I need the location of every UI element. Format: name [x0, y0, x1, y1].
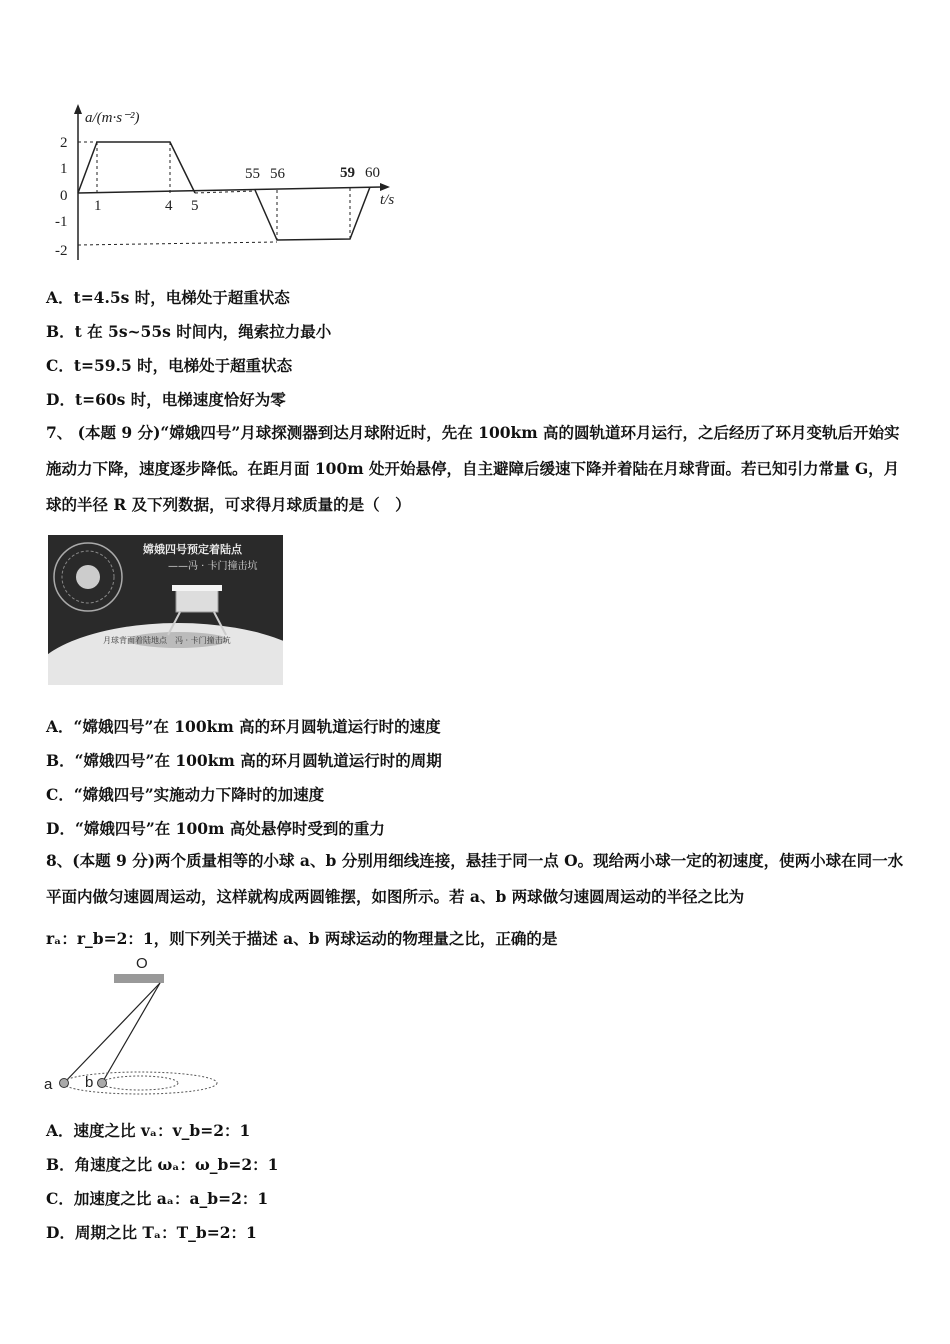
option-text: 速度之比 vₐ：v_b=2：1 [73, 1121, 251, 1140]
q8-option-c[interactable] [46, 1187, 268, 1209]
q8-stem: 8、(本题 9 分)两个质量相等的小球 a、b 分别用细线连接，悬挂于同一点 O。现给两小球一定的初速度，使两小球在同一水平面内做匀速圆周运动，这样就构成两圆锥摆，如图所示。若 a、b 两球做匀速圆周运动的半径之比为 [46, 851, 904, 906]
option-text: “嫦娥四号”在 100km 高的环月圆轨道运行时的速度 [73, 717, 441, 736]
q6-option-c[interactable] [46, 354, 292, 376]
option-text: 角速度之比 ωₐ：ω_b=2：1 [74, 1155, 279, 1174]
q7-option-a[interactable] [46, 715, 441, 737]
x-tick: 1 [94, 198, 102, 214]
q6-option-a[interactable] [46, 286, 290, 308]
x-axis-label: t/s [380, 192, 395, 208]
option-letter: B． [46, 322, 75, 341]
option-text: 加速度之比 aₐ：a_b=2：1 [73, 1189, 269, 1208]
q8-stem-ratio: rₐ：r_b=2：1，则下列关于描述 a、b 两球运动的物理量之比，正确的是 [46, 929, 558, 948]
option-letter: A． [46, 717, 74, 736]
option-text: t=59.5 时，电梯处于超重状态 [73, 356, 293, 375]
option-letter: C． [46, 785, 74, 804]
x-tick: 4 [165, 198, 173, 214]
image-landing-label: 月球背面着陆地点 冯 · 卡门撞击坑 [103, 636, 231, 645]
q6-option-b[interactable] [46, 320, 331, 342]
q8-option-b[interactable] [46, 1153, 278, 1175]
q8-option-d[interactable] [46, 1221, 257, 1243]
x-tick: 55 [245, 166, 260, 182]
change4-landing-image [48, 535, 283, 685]
y-tick: 1 [60, 161, 68, 177]
acceleration-time-chart [55, 100, 415, 270]
option-text: “嫦娥四号”在 100km 高的环月圆轨道运行时的周期 [74, 751, 442, 770]
image-title: 嫦娥四号预定着陆点 [143, 543, 242, 556]
point-o-label: O [136, 955, 148, 972]
y-tick: -1 [55, 214, 68, 230]
option-text: “嫦娥四号”实施动力下降时的加速度 [73, 785, 325, 804]
x-tick: 59 [340, 165, 355, 181]
option-letter: C． [46, 356, 74, 375]
y-axis-label: a/(m·s⁻²) [85, 110, 140, 126]
option-text: “嫦娥四号”在 100m 高处悬停时受到的重力 [74, 819, 385, 838]
q7-option-c[interactable] [46, 783, 324, 805]
option-letter: A． [46, 288, 74, 307]
q8-option-a[interactable] [46, 1119, 250, 1141]
ball-a-label: a [44, 1076, 53, 1093]
option-letter: D． [46, 819, 75, 838]
conical-pendulum-figure [40, 952, 230, 1102]
option-letter: B． [46, 1155, 75, 1174]
x-tick: 60 [365, 165, 380, 181]
q7-stem: 7、 (本题 9 分)“嫦娥四号”月球探测器到达月球附近时，先在 100km 高的圆轨道环月运行，之后经历了环月变轨后开始实施动力下降，速度逐步降低。在距月面 100m 处开始悬停，自主避障后缓速下降并着陆在月球背面。若已知引力常量 G，月球的半径 R 及下列数据，可求得月球质量的是（ ） [46, 423, 900, 514]
option-letter: B． [46, 751, 75, 770]
option-text: 周期之比 Tₐ：T_b=2：1 [74, 1223, 257, 1242]
ball-b-label: b [85, 1074, 94, 1091]
y-tick: 2 [60, 135, 68, 151]
image-subtitle: ——冯 · 卡门撞击坑 [168, 561, 258, 572]
option-text: t=60s 时，电梯速度恰好为零 [74, 390, 286, 409]
option-text: t 在 5s~55s 时间内，绳索拉力最小 [74, 322, 332, 341]
option-letter: D． [46, 390, 75, 409]
y-tick: 0 [60, 188, 68, 204]
x-tick: 56 [270, 166, 285, 182]
y-tick: -2 [55, 243, 68, 259]
option-letter: A． [46, 1121, 74, 1140]
x-tick: 5 [191, 198, 199, 214]
option-letter: D． [46, 1223, 75, 1242]
q6-option-d[interactable] [46, 388, 286, 410]
q7-option-b[interactable] [46, 749, 442, 771]
option-letter: C． [46, 1189, 74, 1208]
option-text: t=4.5s 时，电梯处于超重状态 [73, 288, 290, 307]
q7-option-d[interactable] [46, 817, 385, 839]
